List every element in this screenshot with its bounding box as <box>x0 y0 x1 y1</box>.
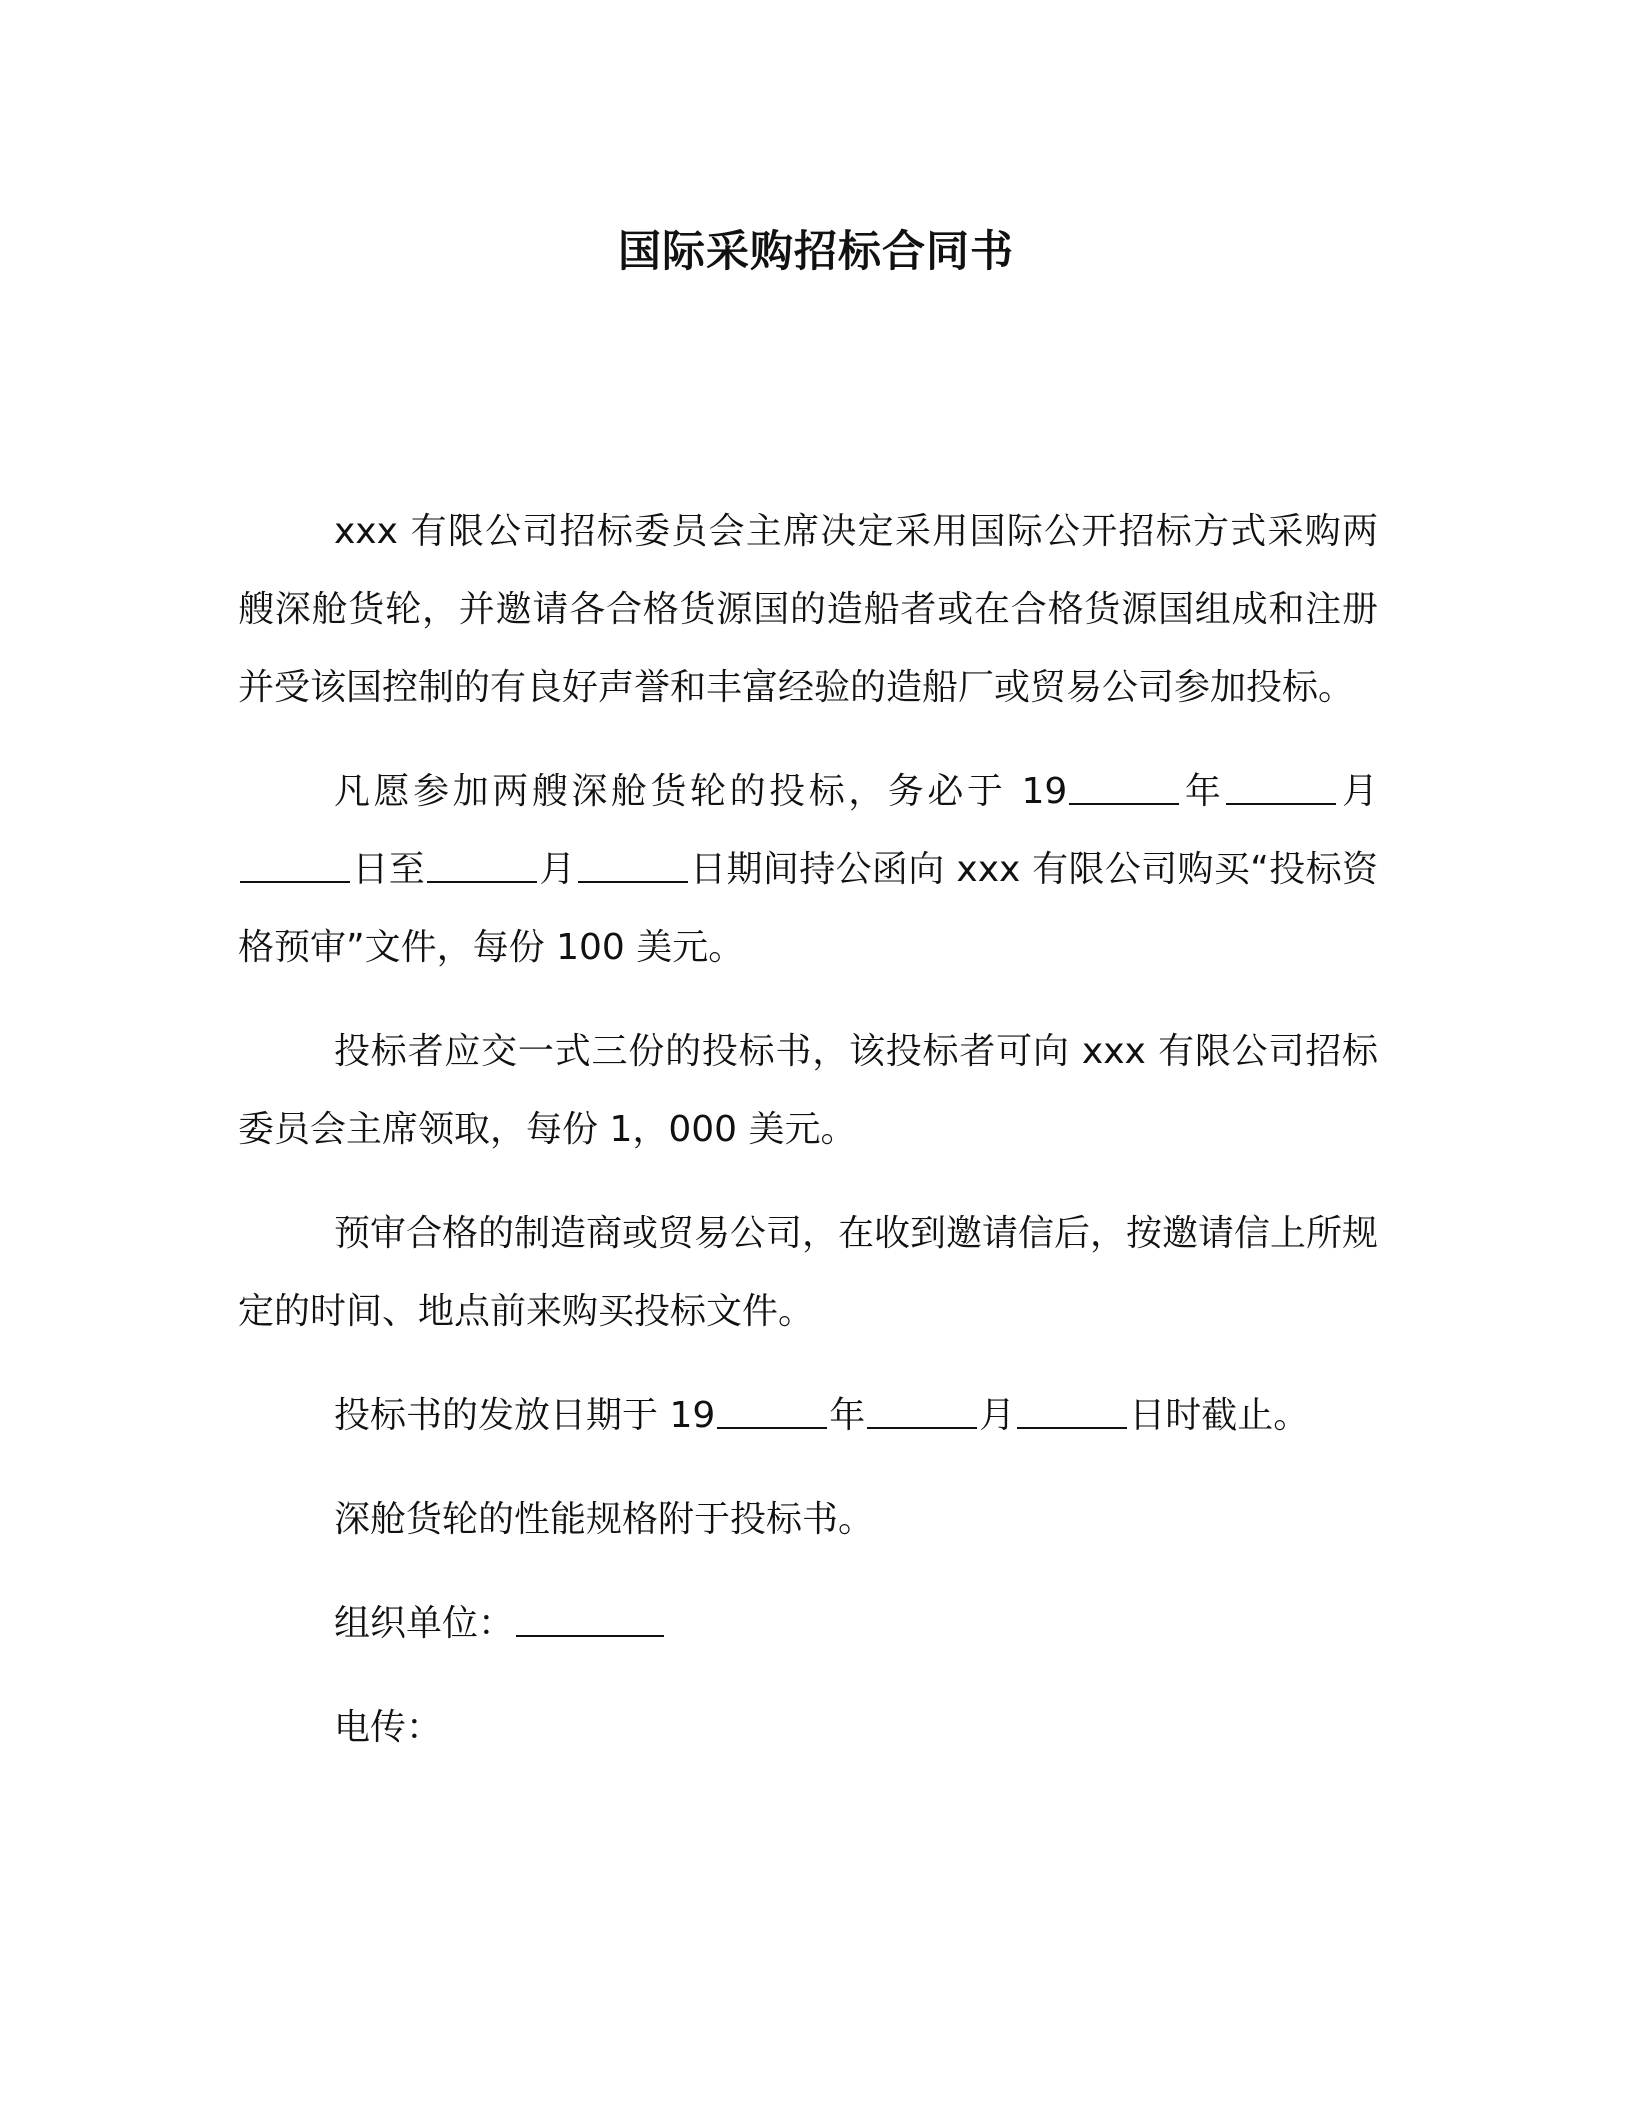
p5-text-1: 投标书的发放日期于 19 <box>334 1395 716 1436</box>
p2-month2-label: 月 <box>539 849 576 890</box>
p2-text-1: 凡愿参加两艘深舱货轮的投标，务必于 19 <box>334 771 1068 812</box>
paragraph-specs: 深舱货轮的性能规格附于投标书。 <box>334 1499 875 1540</box>
p5-month-label: 月 <box>979 1395 1016 1436</box>
p5-text-2: 日时截止。 <box>1129 1395 1310 1436</box>
p2-day-label: 日 <box>352 849 389 890</box>
paragraph-purchase-period <box>238 753 1378 987</box>
document-body <box>238 493 1378 1793</box>
organizer-label: 组织单位： <box>334 1603 515 1644</box>
p2-month-label: 月 <box>1338 771 1378 812</box>
blank-month-field <box>1226 767 1336 805</box>
blank-deadline-month-field <box>867 1391 977 1429</box>
blank-day-field <box>240 845 350 883</box>
paragraph-deadline <box>238 1377 1378 1455</box>
blank-month2-field <box>427 845 537 883</box>
p5-year-label: 年 <box>829 1395 866 1436</box>
organizer-blank-field <box>516 1599 664 1637</box>
p2-year-label: 年 <box>1181 771 1225 812</box>
document-title: 国际采购招标合同书 <box>618 227 1014 277</box>
paragraph-telex: 电传： <box>334 1707 443 1748</box>
p2-to-label: 至 <box>388 849 426 890</box>
paragraph-prequalified: 预审合格的制造商或贸易公司，在收到邀请信后，按邀请信上所规定的时间、地点前来购买投标文件。 <box>238 1213 1379 1332</box>
paragraph-invitation: xxx 有限公司招标委员会主席决定采用国际公开招标方式采购两艘深舱货轮，并邀请各合格货源国的造船者或在合格货源国组成和注册并受该国控制的有良好声誉和丰富经验的造船厂或贸易公司参加投标。 <box>238 511 1378 708</box>
blank-deadline-day-field <box>1017 1391 1127 1429</box>
blank-year-field <box>1069 767 1179 805</box>
paragraph-bid-documents: 投标者应交一式三份的投标书，该投标者可向 xxx 有限公司招标委员会主席领取，每份 1，000 美元。 <box>238 1031 1378 1150</box>
blank-day2-field <box>578 845 688 883</box>
paragraph-organizer <box>238 1585 1378 1663</box>
blank-deadline-year-field <box>717 1391 827 1429</box>
p2-text-2: 日期间持公函向 xxx 有限公司购买“投标资格预审”文件，每份 100 美元。 <box>238 849 1378 968</box>
